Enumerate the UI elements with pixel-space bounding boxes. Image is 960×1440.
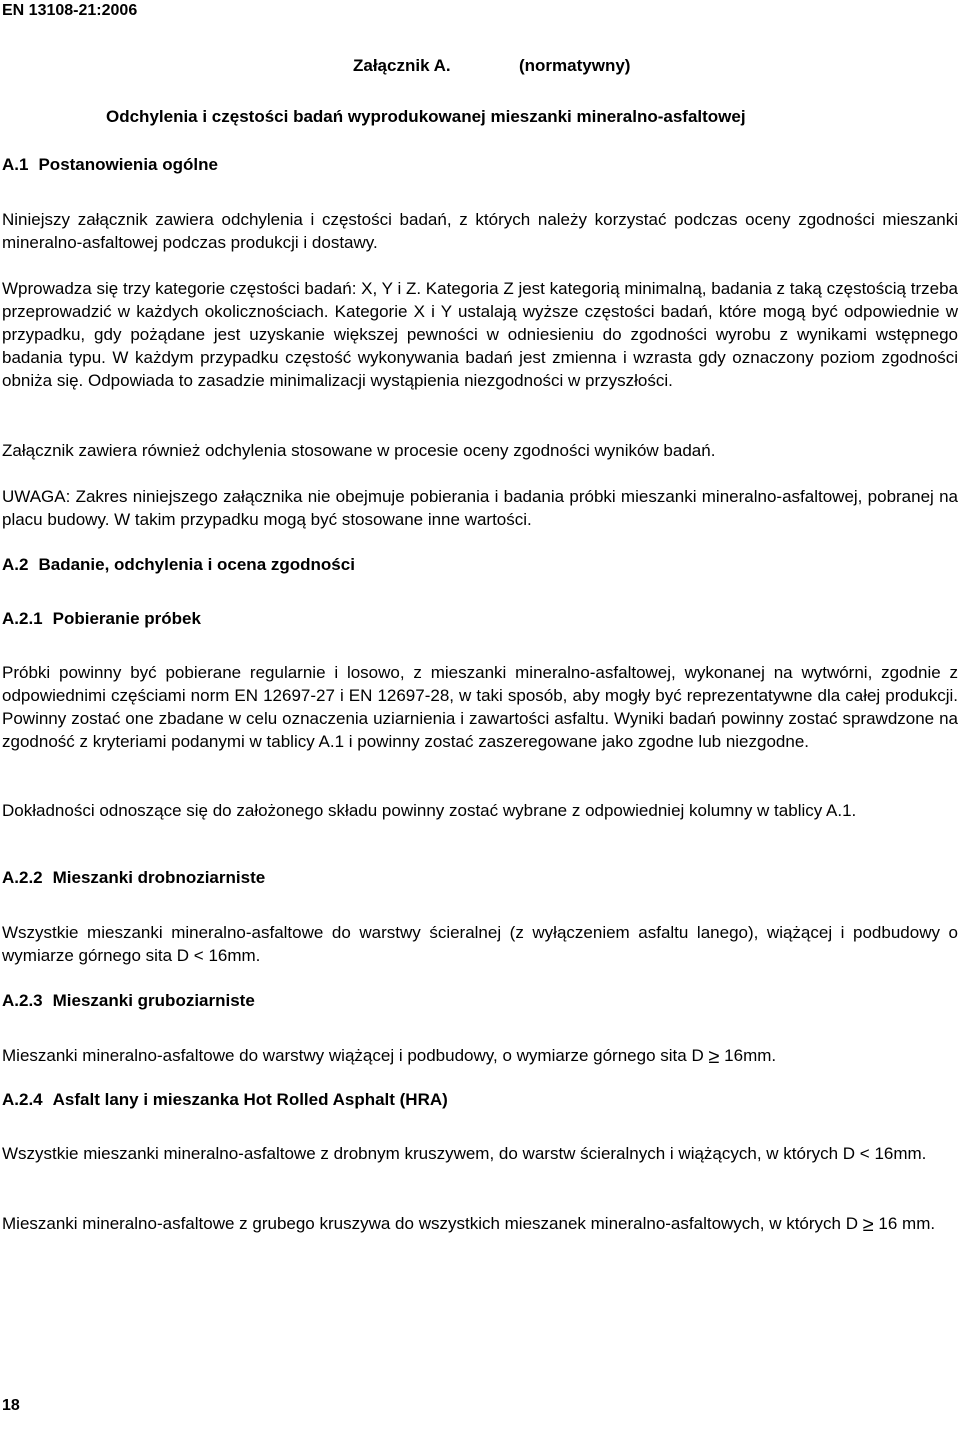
section-number: A.2.2 [2,868,43,887]
section-title: Postanowienia ogólne [38,155,218,174]
section-heading-a1 [2,155,218,175]
greater-equal-symbol: ≥ [862,1214,874,1236]
text: 16 mm. [873,1214,936,1233]
section-title: Badanie, odchylenia i ocena zgodności [38,555,355,574]
paragraph: Dokładności odnoszące się do założonego składu powinny zostać wybrane z odpowiedniej kolumny w tablicy A.1. [2,801,857,820]
section-number: A.2.4 [2,1090,43,1109]
annex-type: (normatywny) [519,56,631,75]
section-number: A.2 [2,555,29,574]
text: Mieszanki mineralno-asfaltowe z grubego kruszywa do wszystkich mieszanek mineralno-asfaltowych, w których D [2,1214,863,1233]
paragraph [2,1044,958,1067]
section-title: Pobieranie próbek [52,609,201,628]
section-number: A.1 [2,155,29,174]
section-title: Asfalt lany i mieszanka Hot Rolled Asphalt (HRA) [52,1090,448,1109]
paragraph: Wprowadza się trzy kategorie częstości badań: X, Y i Z. Kategoria Z jest kategorią minimalną, badania z taką częstością trzeba przeprowadzić w każdych okolicznościach. Kategorie X i Y ustalają wyższe częstości badań, które mogą być odpowiednie w przypadku, gdy pożądane jest uzyskanie większej pewności w odniesieniu do zgodności wyrobu z wynikami wstępnego badania typu. W każdym przypadku częstość wykonywania badań jest zmienna i wzrasta gdy oznaczony poziom zgodności obniża się. Odpowiada to zasadzie minimalizacji wystąpienia niezgodności w przyszłości. [2,279,958,390]
text: Mieszanki mineralno-asfaltowe do warstwy wiążącej i podbudowy, o wymiarze górnego sita D [2,1046,709,1065]
section-heading-a21 [2,609,201,629]
section-heading-a2 [2,555,355,575]
standard-id: EN 13108-21:2006 [2,2,138,19]
paragraph: Załącznik zawiera również odchylenia stosowane w procesie oceny zgodności wyników badań. [2,441,716,460]
section-heading-a24 [2,1090,448,1110]
note-paragraph: UWAGA: Zakres niniejszego załącznika nie obejmuje pobierania i badania próbki mieszanki mineralno-asfaltowej, pobranej na placu budowy. W takim przypadku mogą być stosowane inne wartości. [2,487,958,529]
paragraph [2,1212,958,1235]
section-number: A.2.3 [2,991,43,1010]
section-heading-a22 [2,868,265,888]
greater-equal-symbol: ≥ [708,1046,720,1068]
section-title: Mieszanki drobnoziarniste [52,868,266,887]
text: 16mm. [719,1046,777,1065]
paragraph: Wszystkie mieszanki mineralno-asfaltowe z drobnym kruszywem, do warstw ścieralnych i wiążących, w których D < 16mm. [2,1144,927,1163]
section-number: A.2.1 [2,609,43,628]
annex-title: Załącznik A. [353,56,451,75]
paragraph: Niniejszy załącznik zawiera odchylenia i częstości badań, z których należy korzystać podczas oceny zgodności mieszanki mineralno-asfaltowej podczas produkcji i dostawy. [2,210,958,252]
section-title: Mieszanki gruboziarniste [52,991,255,1010]
annex-subtitle: Odchylenia i częstości badań wyprodukowanej mieszanki mineralno-asfaltowej [106,107,746,126]
section-heading-a23 [2,991,255,1011]
paragraph: Próbki powinny być pobierane regularnie i losowo, z mieszanki mineralno-asfaltowej, wykonanej na wytwórni, zgodnie z odpowiednimi częściami norm EN 12697-27 i EN 12697-28, w taki sposób, aby mogły być reprezentatywne dla całej produkcji. Powinny zostać one zbadane w celu oznaczenia uziarnienia i zawartości asfaltu. Wyniki badań powinny zostać sprawdzone na zgodność z kryteriami podanymi w tablicy A.1 i powinny zostać zaszeregowane jako zgodne lub niezgodne. [2,663,958,751]
page-number: 18 [2,1397,20,1414]
paragraph: Wszystkie mieszanki mineralno-asfaltowe do warstwy ścieralnej (z wyłączeniem asfaltu lanego), wiążącej i podbudowy o wymiarze górnego sita D < 16mm. [2,923,958,965]
